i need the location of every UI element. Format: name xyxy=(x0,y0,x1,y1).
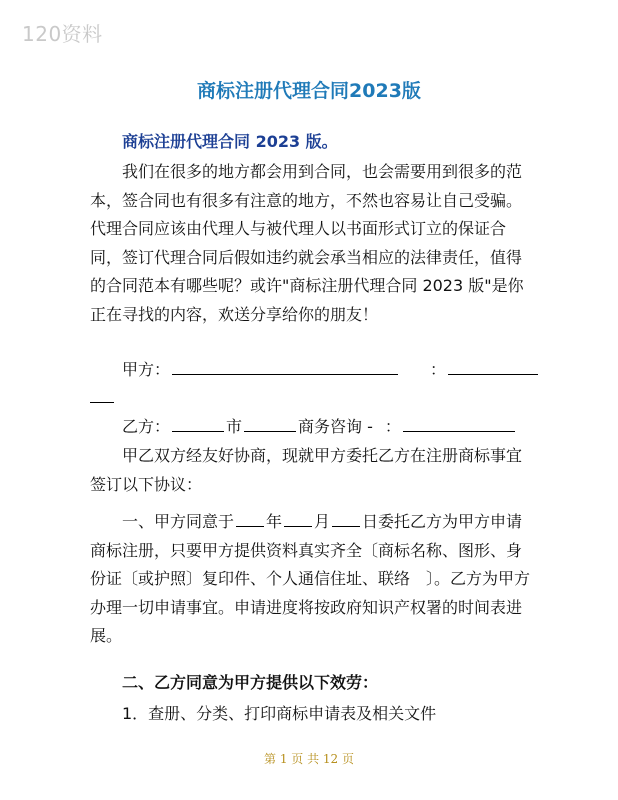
party-b-blank-3 xyxy=(403,413,515,432)
clause-1-month: 月 xyxy=(314,512,331,531)
party-b-label: 乙方： xyxy=(122,417,171,436)
clause-2-heading-block xyxy=(90,669,530,698)
party-b-line xyxy=(122,413,517,437)
party-b-blank-1 xyxy=(172,413,224,432)
agreement-intro: 甲乙双方经友好协商，现就甲方委托乙方在注册商标事宜签订以下协议： xyxy=(90,446,523,494)
party-a-label: 甲方： xyxy=(122,360,171,379)
party-b-blank-2 xyxy=(244,413,296,432)
clause-1-day-blank xyxy=(332,508,360,527)
section-heading: 商标注册代理合同 2023 版。 xyxy=(122,132,338,151)
clause-1-year: 年 xyxy=(266,512,283,531)
party-b-city: 市 xyxy=(226,417,243,436)
party-a-colon: ： xyxy=(430,360,447,379)
clause-1-block xyxy=(90,508,530,651)
agreement-intro-block xyxy=(90,442,530,499)
clause-1-year-blank xyxy=(236,508,264,527)
item-1: 1．查册、分类、打印商标申请表及相关文件 xyxy=(122,704,437,723)
party-a-line-wrap xyxy=(90,384,114,407)
party-b-company: 商务咨询 - xyxy=(298,417,373,436)
clause-1-prefix: 一、甲方同意于 xyxy=(122,512,235,531)
page-footer: 第 1 页 共 12 页 xyxy=(264,752,354,766)
party-a-blank xyxy=(172,356,398,375)
party-a-blank-2 xyxy=(448,356,538,375)
intro-paragraph: 我们在很多的地方都会用到合同，也会需要用到很多的范本，签合同也有很多有注意的地方，不然也容易让自己受骗。代理合同应该由代理人与被代理人以书面形式订立的保证合同，签订代理合同后假如违约就会承当相应的法律责任，值得的合同范本有哪些呢？或许"商标注册代理合同 2023 版"是你正在寻找的内容，欢送分享给你的朋友！ xyxy=(90,162,524,324)
item-1-block xyxy=(90,700,530,729)
clause-1 xyxy=(90,508,530,651)
watermark: 120资料 xyxy=(22,22,103,46)
party-a-blank-3 xyxy=(90,384,114,403)
clause-2-heading: 二、乙方同意为甲方提供以下效劳： xyxy=(122,673,379,692)
party-b-colon: ： xyxy=(384,417,401,436)
clause-1-rest: 日委托乙方为甲方申请商标注册，只要甲方提供资料真实齐全〔商标名称、图形、身份证〔或护照〕复印件、个人通信住址、联络 〕。乙方为甲方办理一切申请事宜。申请进度将按政府知识产权署的时间表进展。 xyxy=(90,512,531,645)
intro-paragraph-block xyxy=(90,158,530,329)
party-a-line xyxy=(122,356,540,380)
clause-1-month-blank xyxy=(284,508,312,527)
document-title: 商标注册代理合同2023版 xyxy=(197,80,421,102)
